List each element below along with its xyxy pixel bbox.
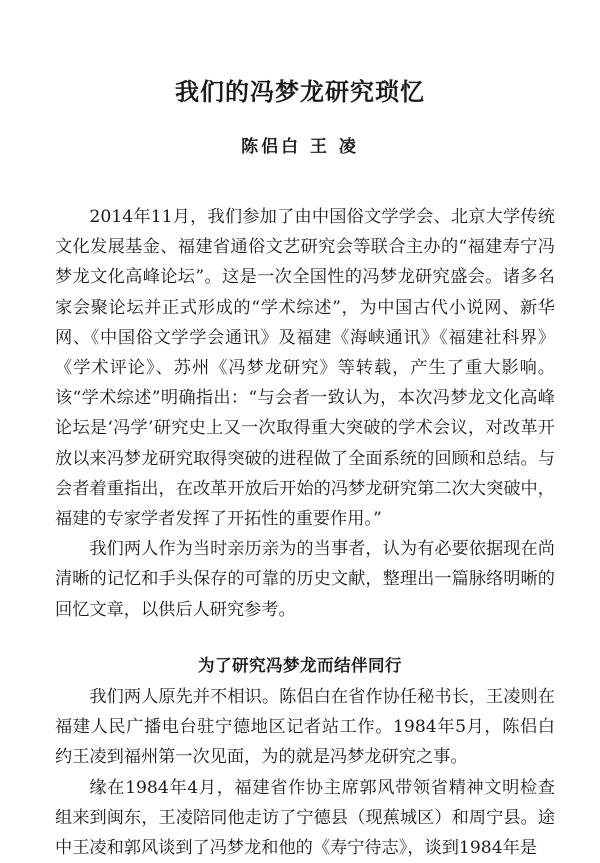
section-text xyxy=(55,682,555,863)
paragraph: 2014年11月，我们参加了由中国俗文学学会、北京大学传统文化发展基金、福建省通俗文艺研究会等联合主办的“福建寿宁冯梦龙文化高峰论坛”。这是一次全国性的冯梦龙研究盛会。诸多名家会聚论坛并正式形成的“学术综述”，为中国古代小说网、新华网、《中国俗文学学会通讯》及福建《海峡通讯》《福建社科界》《学术评论》、苏州《冯梦龙研究》等转载，产生了重大影响。该“学术综述”明确指出：“与会者一致认为，本次冯梦龙文化高峰论坛是‘冯学’研究史上又一次取得重大突破的学术会议，对改革开放以来冯梦龙研究取得突破的进程做了全面系统的回顾和总结。与会者着重指出，在改革开放后开始的冯梦龙研究第二次大突破中，福建的专家学者发挥了开拓性的重要作用。” xyxy=(55,207,555,530)
section-heading: 为了研究冯梦龙而结伴同行 xyxy=(198,656,402,675)
paragraph: 我们两人原先并不相识。陈侣白在省作协任秘书长，王凌则在福建人民广播电台驻宁德地区记者站工作。1984年5月，陈侣白约王凌到福州第一次见面，为的就是冯梦龙研究之事。 xyxy=(55,687,555,768)
article-title: 我们的冯梦龙研究琐忆 xyxy=(175,78,425,106)
intro-text xyxy=(55,202,555,625)
article-authors: 陈侣白 王 凌 xyxy=(241,137,359,157)
paragraph: 缘在1984年4月，福建省作协主席郭风带领省精神文明检查组来到闽东，王凌陪同他走访了宁德县（现蕉城区）和周宁县。途中王凌和郭风谈到了冯梦龙和他的《寿宁待志》，谈到1984年是 xyxy=(55,777,555,859)
paragraph: 我们两人作为当时亲历亲为的当事者，认为有必要依据现在尚清晰的记忆和手头保存的可靠的历史文献，整理出一篇脉络明晰的回忆文章，以供后人研究参考。 xyxy=(55,539,555,620)
